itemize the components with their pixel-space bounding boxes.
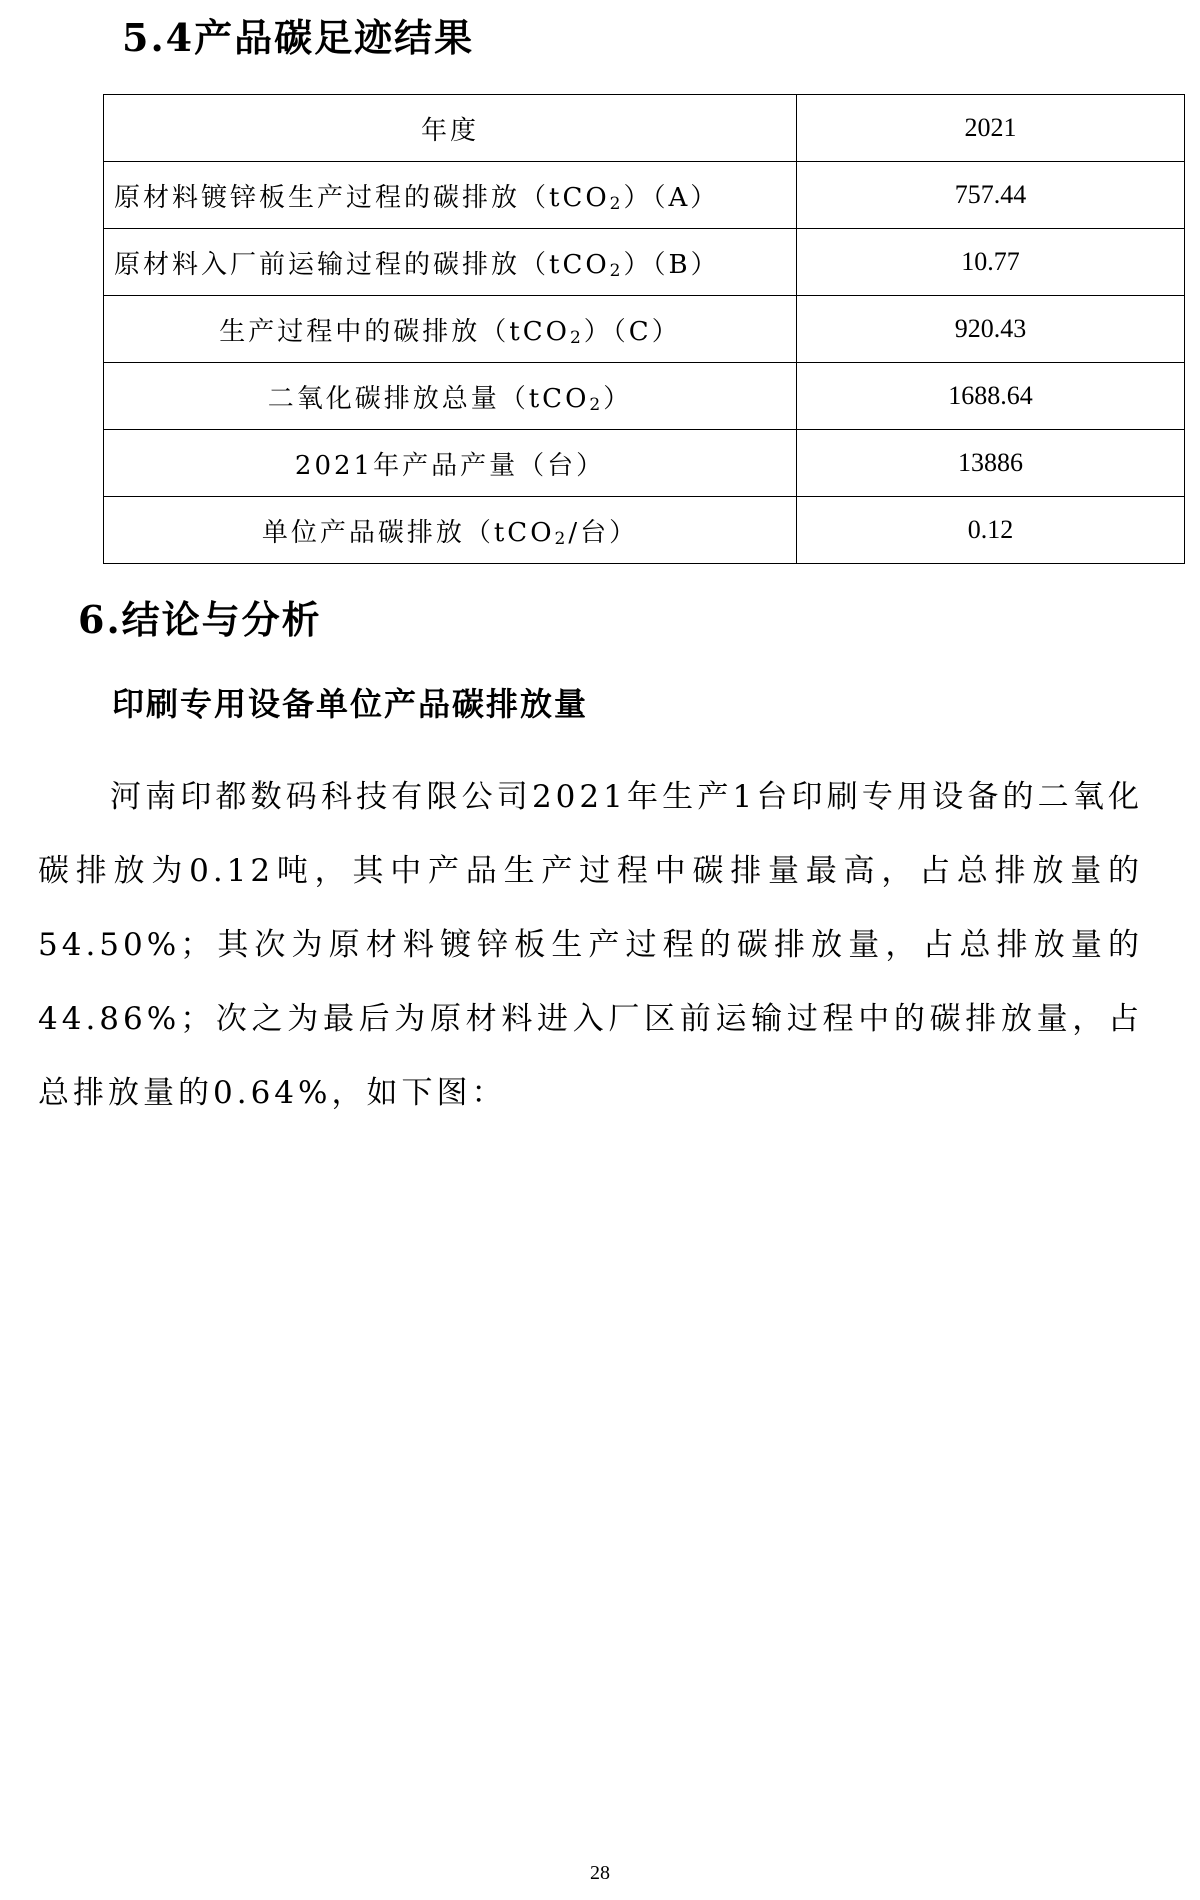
table-row <box>104 497 1185 564</box>
row-value-cell: 13886 <box>797 430 1185 497</box>
row-value-cell: 920.43 <box>797 296 1185 363</box>
table-row <box>104 296 1185 363</box>
row-label-text: 原材料镀锌板生产过程的碳排放（tCO <box>114 182 610 213</box>
row-label-cell <box>104 229 797 296</box>
table-row <box>104 430 1185 497</box>
row-label-suffix: /台） <box>568 517 639 548</box>
row-value-cell: 10.77 <box>797 229 1185 296</box>
body-paragraph: 河南印都数码科技有限公司2021年生产1台印刷专用设备的二氧化碳排放为0.12吨，其中产品生产过程中碳排量最高，占总排放量的54.50%；其次为原材料镀锌板生产过程的碳排放量，占总排放量的44.86%；次之为最后为原材料进入厂区前运输过程中的碳排放量，占总排放量的0.64%，如下图： <box>38 779 1143 1111</box>
row-label-cell <box>104 497 797 564</box>
row-value-cell: 757.44 <box>797 162 1185 229</box>
table-row <box>104 229 1185 296</box>
chapter-heading: 6.结论与分析 <box>78 597 322 642</box>
table-header-row <box>104 95 1185 162</box>
header-value-cell: 2021 <box>797 95 1185 162</box>
row-value-cell: 1688.64 <box>797 363 1185 430</box>
subscript: 2 <box>589 394 604 415</box>
row-label-text: 单位产品碳排放（tCO <box>261 517 555 548</box>
carbon-footprint-table <box>103 94 1185 564</box>
row-label-cell <box>104 363 797 430</box>
row-label-cell <box>104 162 797 229</box>
subscript: 2 <box>569 327 584 348</box>
section-heading: 5.4产品碳足迹结果 <box>122 15 475 60</box>
row-label-cell <box>104 296 797 363</box>
row-label-text: 原材料入厂前运输过程的碳排放（tCO <box>114 249 610 280</box>
row-label-suffix: ）（C） <box>583 316 681 347</box>
subscript: 2 <box>609 193 624 214</box>
row-label-text: 生产过程中的碳排放（tCO <box>219 316 570 347</box>
subscript: 2 <box>609 260 624 281</box>
row-label-text: 二氧化碳排放总量（tCO <box>267 383 590 414</box>
row-value-cell: 0.12 <box>797 497 1185 564</box>
row-label-suffix: ）（B） <box>623 249 720 280</box>
table-row <box>104 363 1185 430</box>
row-label-suffix: ）（A） <box>623 182 720 213</box>
page-number: 28 <box>590 1862 610 1884</box>
table-row <box>104 162 1185 229</box>
header-label-cell: 年度 <box>104 95 797 162</box>
row-label-cell: 2021年产品产量（台） <box>104 430 797 497</box>
row-label-suffix: ） <box>603 383 633 414</box>
subscript: 2 <box>554 528 569 549</box>
subheading: 印刷专用设备单位产品碳排放量 <box>112 685 589 723</box>
